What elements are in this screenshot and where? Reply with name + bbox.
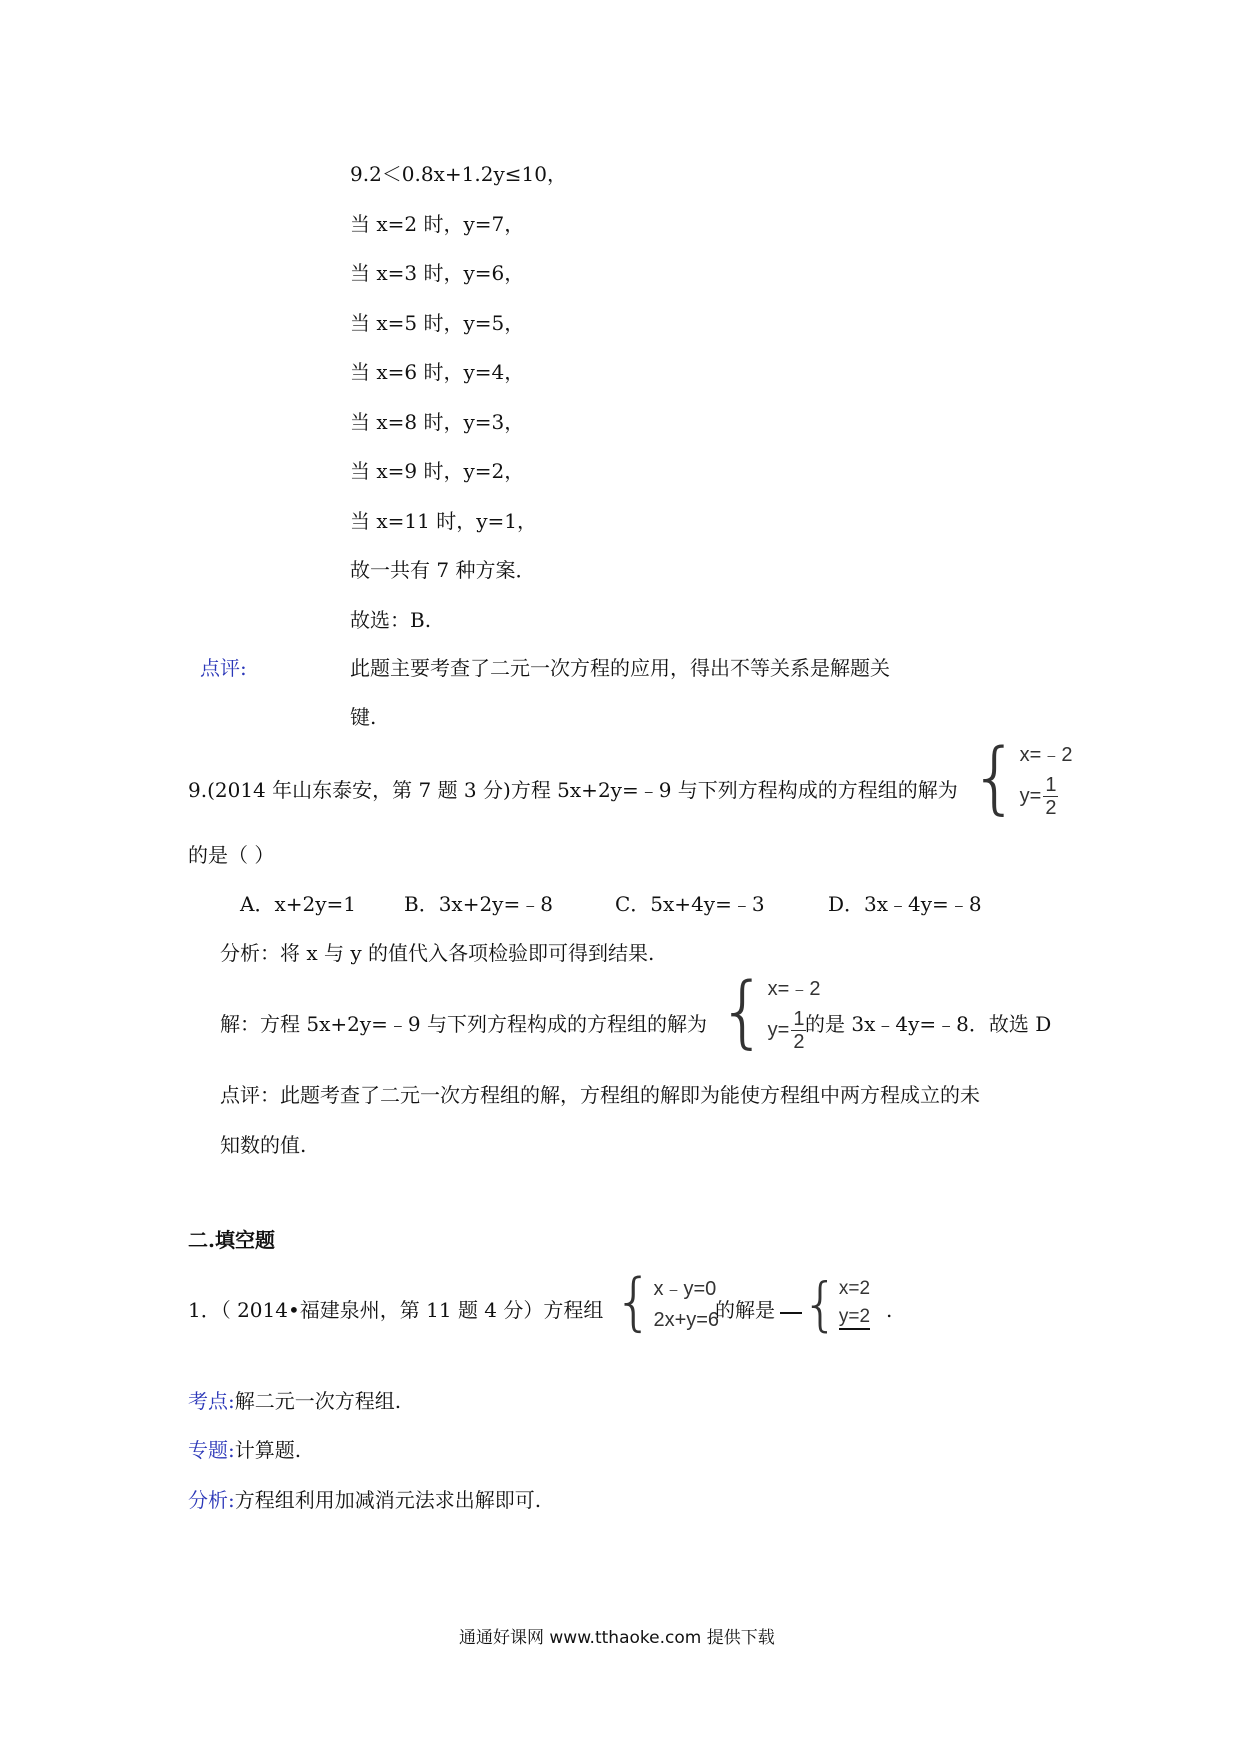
q9-solution-system: [970, 733, 1073, 823]
system-y-prefix: y=: [767, 1019, 790, 1041]
fill-q1-middle: 的解是: [715, 1298, 775, 1322]
q9-solution-prefix: 解：方程 5x+2y=﹣9 与下列方程构成的方程组的解为: [220, 1012, 707, 1036]
answer-line-1: x=2: [838, 1278, 871, 1299]
fraction-numerator: 1: [793, 1008, 805, 1030]
kaodian-text: 解二元一次方程组.: [234, 1389, 402, 1413]
q9-comment-line2: 知数的值.: [220, 1133, 307, 1157]
solution-line-9: 故一共有 7 种方案．: [350, 558, 536, 582]
solution-line-8: 当 x=11 时，y=1，: [350, 509, 537, 533]
zhuanti: [188, 1436, 301, 1464]
comment-text-line2: 键.: [350, 705, 377, 729]
solution-line-1: 9.2＜0.8x+1.2y≤10，: [350, 162, 567, 186]
left-brace-icon: {: [718, 967, 768, 1057]
fenxi-text: 方程组利用加减消元法求出解即可.: [234, 1488, 542, 1512]
system-line-2: 2x+y=6: [653, 1309, 720, 1331]
option-d: D．3x﹣4y=﹣8: [828, 892, 982, 916]
fill-q1-prefix: 1．（ 2014•福建泉州，第 11 题 4 分）方程组: [188, 1298, 604, 1322]
comment-label: 点评:: [200, 656, 247, 680]
q9-stem-end: 的是（ ）: [188, 843, 275, 867]
fill-q1-end: .: [886, 1298, 893, 1322]
zhuanti-text: 计算题.: [234, 1438, 302, 1462]
fill-q1-system: [614, 1265, 720, 1338]
left-brace-icon: {: [614, 1265, 654, 1338]
fraction: [1043, 775, 1058, 818]
option-c: C．5x+4y=﹣3: [615, 892, 765, 916]
solution-line-6: 当 x=8 时，y=3，: [350, 410, 525, 434]
q9-comment-line1: 点评：此题考查了二元一次方程组的解，方程组的解即为能使方程组中两方程成立的未: [220, 1083, 980, 1107]
section-title: 二.填空题: [188, 1228, 275, 1252]
option-a: A．x+2y=1: [240, 892, 356, 916]
solution-line-5: 当 x=6 时，y=4，: [350, 360, 525, 384]
q9-solution-suffix: 的是 3x﹣4y=﹣8．故选 D: [805, 1012, 1052, 1036]
zhuanti-label: 专题:: [188, 1438, 235, 1462]
page-footer: 通通好课网 www.tthaoke.com 提供下载: [459, 1628, 775, 1648]
fraction-denominator: 2: [1045, 797, 1057, 819]
system-y-prefix: y=: [1019, 785, 1042, 807]
fill-q1-answer: [802, 1270, 871, 1338]
kaodian-label: 考点:: [188, 1389, 235, 1413]
solution-line-7: 当 x=9 时，y=2，: [350, 459, 525, 483]
fraction-denominator: 2: [793, 1031, 805, 1053]
fraction-numerator: 1: [1045, 774, 1057, 796]
kaodian: [188, 1387, 401, 1415]
solution-line-10: 故选：B.: [350, 608, 432, 632]
answer-line-2: y=2: [839, 1306, 870, 1330]
solution-line-4: 当 x=5 时，y=5，: [350, 311, 525, 335]
left-brace-icon: {: [970, 733, 1020, 823]
fenxi-label: 分析:: [188, 1488, 235, 1512]
solution-line-2: 当 x=2 时，y=7，: [350, 212, 525, 236]
q9-stem: 9.(2014 年山东泰安，第 7 题 3 分)方程 5x+2y=﹣9 与下列方程构成的方程组的解为: [188, 778, 958, 802]
option-b: B．3x+2y=﹣8: [404, 892, 553, 916]
left-brace-icon: {: [802, 1270, 839, 1338]
system-x-value: x=﹣2: [1019, 744, 1073, 766]
solution-line-3: 当 x=3 时，y=6，: [350, 261, 525, 285]
system-line-1: x﹣y=0: [653, 1278, 717, 1300]
fenxi: [188, 1486, 541, 1514]
system-x-value: x=﹣2: [767, 978, 821, 1000]
answer-blank-left: [778, 1296, 804, 1324]
comment-text-line1: 此题主要考查了二元一次方程的应用，得出不等关系是解题关: [350, 656, 890, 680]
q9-analysis: 分析：将 x 与 y 的值代入各项检验即可得到结果.: [220, 941, 655, 965]
